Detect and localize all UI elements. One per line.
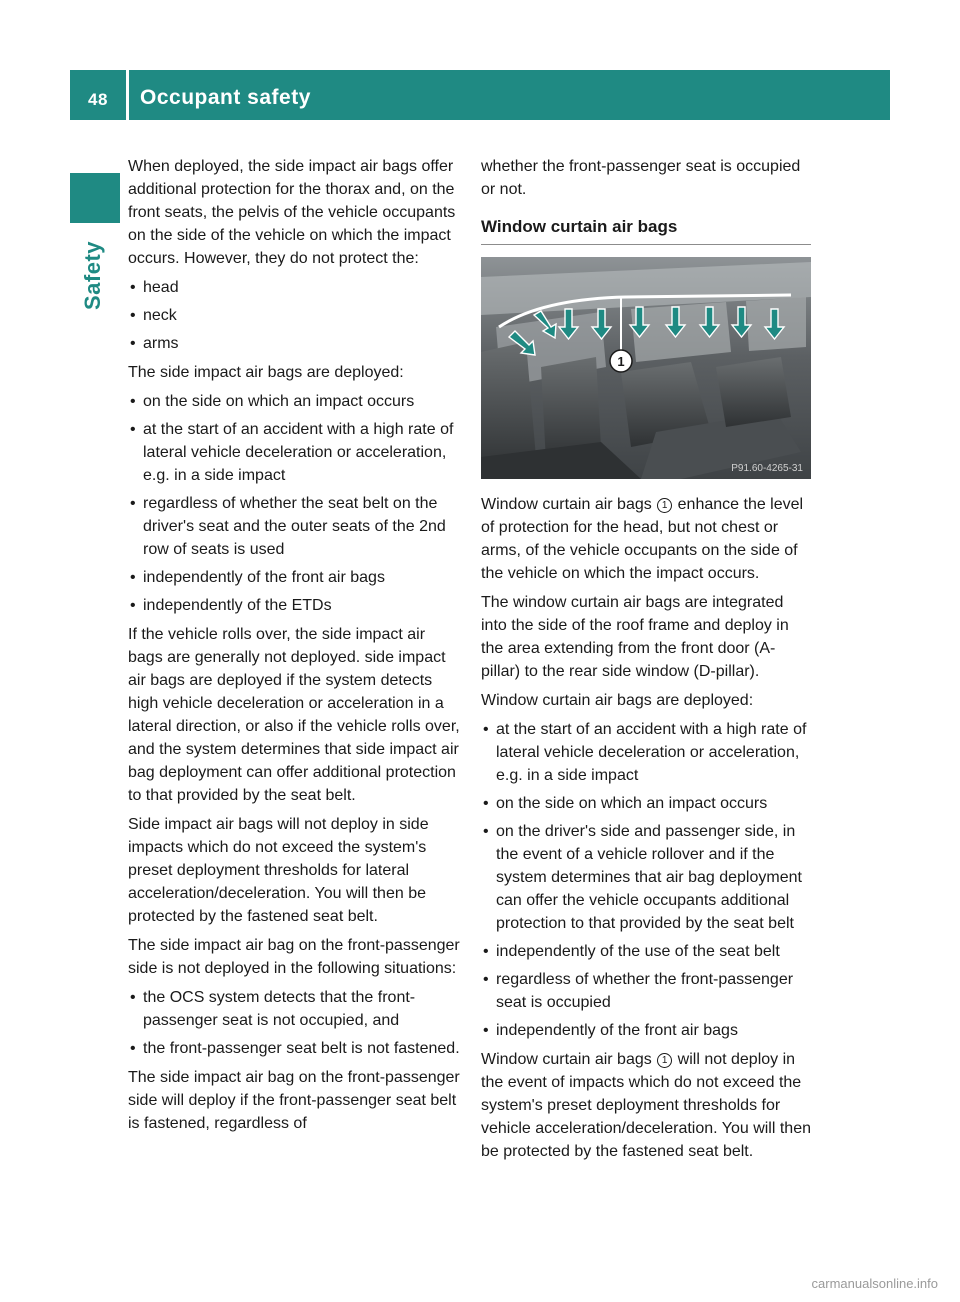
paragraph: The side impact air bag on the front-passenger side is not deployed in the following situations: xyxy=(128,937,460,977)
bullet-list xyxy=(128,986,460,1060)
list-item: • independently of the front air bags xyxy=(128,566,460,589)
list-item: • independently of the front air bags xyxy=(481,1019,811,1042)
callout-reference: 1 xyxy=(657,1053,672,1068)
list-item: • on the side on which an impact occurs xyxy=(128,390,460,413)
paragraph xyxy=(481,1048,811,1163)
section-title: Occupant safety xyxy=(140,86,311,109)
side-tab-label: Safety xyxy=(80,240,105,310)
list-item: • regardless of whether the seat belt on the driver's seat and the outer seats of the 2nd row of seats is used xyxy=(128,492,460,561)
paragraph: When deployed, the side impact air bags offer additional protection for the thorax and, on the front seats, the pelvis of the vehicle occupants on the side of the vehicle on which the impact occurs. However, they do not protect the: xyxy=(128,158,456,267)
paragraph: whether the front-passenger seat is occupied or not. xyxy=(481,158,801,198)
third-row-seat xyxy=(716,357,791,427)
paragraph: The side impact air bags are deployed: xyxy=(128,364,404,381)
callout-number: 1 xyxy=(617,354,625,369)
list-item: • at the start of an accident with a high rate of lateral vehicle deceleration or acceleration, e.g. in a side impact xyxy=(128,418,460,487)
text-run: will not deploy in the event of impacts which do not exceed the system's preset deployment thresholds for vehicle acceleration/deceleration. You will then be protected by the fastened seat belt. xyxy=(481,1051,811,1160)
paragraph: Window curtain air bags are deployed: xyxy=(481,692,754,709)
list-item: • on the driver's side and passenger side, in the event of a vehicle rollover and if the system determines that air bag deployment can offer the vehicle occupants additional protection to that provided by the seat belt xyxy=(481,820,811,935)
vehicle-interior-illustration xyxy=(481,257,811,479)
text-run: enhance the level of protection for the head, but not chest or arms, of the vehicle occupants on the side of the vehicle on which the impact occurs. xyxy=(481,496,804,582)
watermark[interactable]: carmanualsonline.info xyxy=(811,1276,938,1291)
list-item: • the OCS system detects that the front-passenger seat is not occupied, and xyxy=(128,986,460,1032)
subsection-heading: Window curtain air bags xyxy=(481,215,811,245)
side-tab-marker xyxy=(70,173,120,223)
paragraph: If the vehicle rolls over, the side impact air bags are generally not deployed. side impact air bags are deployed if the system detects high vehicle deceleration or acceleration in a lateral direction, or also if the vehicle rolls over, and the system determines that side impact air bag deployment can offer additional protection to that provided by the seat belt. xyxy=(128,626,460,804)
bullet-list xyxy=(481,718,811,1042)
page-number: 48 xyxy=(88,90,108,109)
text-run: Window curtain air bags xyxy=(481,496,652,513)
list-item: • head xyxy=(128,276,460,299)
bullet-list xyxy=(128,276,460,355)
figure-code: P91.60-4265-31 xyxy=(731,463,803,474)
list-item: • independently of the ETDs xyxy=(128,594,460,617)
paragraph: The side impact air bag on the front-passenger side will deploy if the front-passenger seat belt is fastened, regardless of xyxy=(128,1069,460,1132)
curtain-airbag-figure xyxy=(481,257,811,479)
middle-window xyxy=(631,302,731,362)
list-item: • at the start of an accident with a high rate of lateral vehicle deceleration or acceleration, e.g. in a side impact xyxy=(481,718,811,787)
list-item: • on the side on which an impact occurs xyxy=(481,792,811,815)
paragraph xyxy=(481,493,811,585)
list-item: • arms xyxy=(128,332,460,355)
header-separator xyxy=(126,70,129,120)
right-column xyxy=(481,155,811,1169)
list-item: • regardless of whether the front-passenger seat is occupied xyxy=(481,968,811,1014)
left-column xyxy=(128,155,460,1141)
paragraph: The window curtain air bags are integrated into the side of the roof frame and deploy in the area extending from the front door (A-pillar) to the rear side window (D-pillar). xyxy=(481,594,789,680)
callout-reference: 1 xyxy=(657,498,672,513)
list-item: • neck xyxy=(128,304,460,327)
list-item: • independently of the use of the seat belt xyxy=(481,940,811,963)
list-item: • the front-passenger seat belt is not fastened. xyxy=(128,1037,460,1060)
text-run: Window curtain air bags xyxy=(481,1051,652,1068)
paragraph: Side impact air bags will not deploy in side impacts which do not exceed the system's preset deployment thresholds for lateral acceleration/deceleration. You will then be protected by the fastened seat belt. xyxy=(128,816,429,925)
bullet-list xyxy=(128,390,460,617)
